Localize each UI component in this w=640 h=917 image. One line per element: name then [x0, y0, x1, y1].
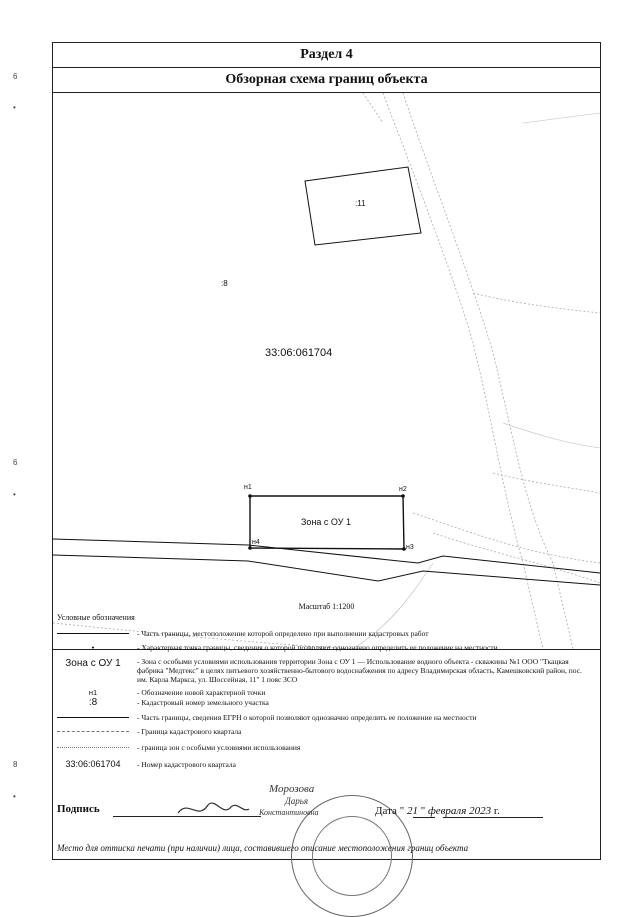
- signer-first-name: Дарья: [285, 796, 309, 806]
- legend-symbol-line: [57, 717, 129, 718]
- date-month-line: [443, 817, 543, 818]
- legend-symbol-line: [57, 747, 129, 748]
- boundary-map: [53, 93, 600, 650]
- zone-label: Зона с ОУ 1: [301, 517, 351, 527]
- signer-surname: Морозова: [269, 783, 315, 795]
- date-suffix: г.: [493, 805, 500, 817]
- margin-mark: 6: [13, 72, 18, 81]
- document-title: Обзорная схема границ объекта: [53, 68, 600, 93]
- date-label: Дата " 21 " февраля 2023 г.: [375, 805, 500, 817]
- map-drawing: [53, 93, 600, 649]
- quarter-label: 33:06:061704: [265, 347, 333, 359]
- parcel-8-label: :8: [221, 279, 228, 288]
- legend-title: Условные обозначения: [57, 613, 135, 622]
- footer-note: Место для оттиска печати (при наличии) лица, составившего описание местоположения границ объекта: [57, 843, 469, 853]
- legend-symbol-zone: Зона с ОУ 1: [65, 658, 121, 669]
- signature-scribble: [173, 795, 253, 823]
- legend-symbol-parcel: :8: [88, 697, 98, 708]
- margin-mark: •: [13, 103, 16, 112]
- point-n1-label: н1: [244, 484, 252, 491]
- legend-symbol-point-label: н1: [88, 688, 98, 697]
- legend-symbol-point: •: [91, 643, 95, 652]
- margin-mark: 6: [13, 458, 18, 467]
- margin-mark: •: [13, 792, 16, 801]
- section-title: Раздел 4: [53, 43, 600, 68]
- date-day: 21: [406, 805, 418, 817]
- map-scale: Масштаб 1:1200: [298, 602, 355, 611]
- signature-label: Подпись: [57, 803, 100, 815]
- margin-mark: 8: [13, 760, 18, 769]
- signer-patronymic: Константиновна: [259, 808, 319, 817]
- stamp-inner-ring: [312, 816, 392, 896]
- date-year: 2023: [469, 805, 492, 817]
- legend-symbol-quarter: 33:06:061704: [65, 759, 121, 769]
- point-n3-label: н3: [406, 544, 414, 551]
- legend-symbol-line: [57, 731, 129, 732]
- date-day-line: [413, 817, 435, 818]
- margin-mark: •: [13, 490, 16, 499]
- point-n2-label: н2: [399, 486, 407, 493]
- document-frame: Раздел 4 Обзорная схема границ объекта :11 :8 33:06:061704 Зона с ОУ 1 н1 н2 н3 н4 Масштаб 1:1200 Условные обозначения - Часть границы, местоположение которой определено при выполнении кадастровых работ • - Характерная точка границы, сведения о которой позволяют однозначно определить ее положение на местности Зона с ОУ 1 - Зона с особыми условиями использования территории Зона с ОУ 1 — Использование водного объекта - скважины №1 ООО "Ткацкая фабрика "Медтекс" в целях питьевого хозяйственно-бытового водоснабжения по адресу Владимирская область, Камешковский район, пос. им. Карла Маркса, ул. Шоссейная, 11" 1 пояс ЗСО н1 - Обозначение новой характерной точки :8 - Кадастровый номер земельного участка - Часть границы, сведения ЕГРН о которой позволяют однозначно определить ее положение на местности - Граница кадастрового квартала - граница зон с особыми условиями использования 33:06:061704 - Номер кадастрового квартала Подпись Морозова Дарья Константиновна Дата " 21 " февраля 2023 г. Место для оттиска печати (при наличии) лица, составившего описание местоположения границ объекта: [52, 42, 601, 860]
- date-month: февраля: [427, 805, 467, 817]
- parcel-11-label: :11: [355, 199, 366, 208]
- point-n4-label: н4: [252, 539, 260, 546]
- legend-symbol-line: [57, 633, 129, 634]
